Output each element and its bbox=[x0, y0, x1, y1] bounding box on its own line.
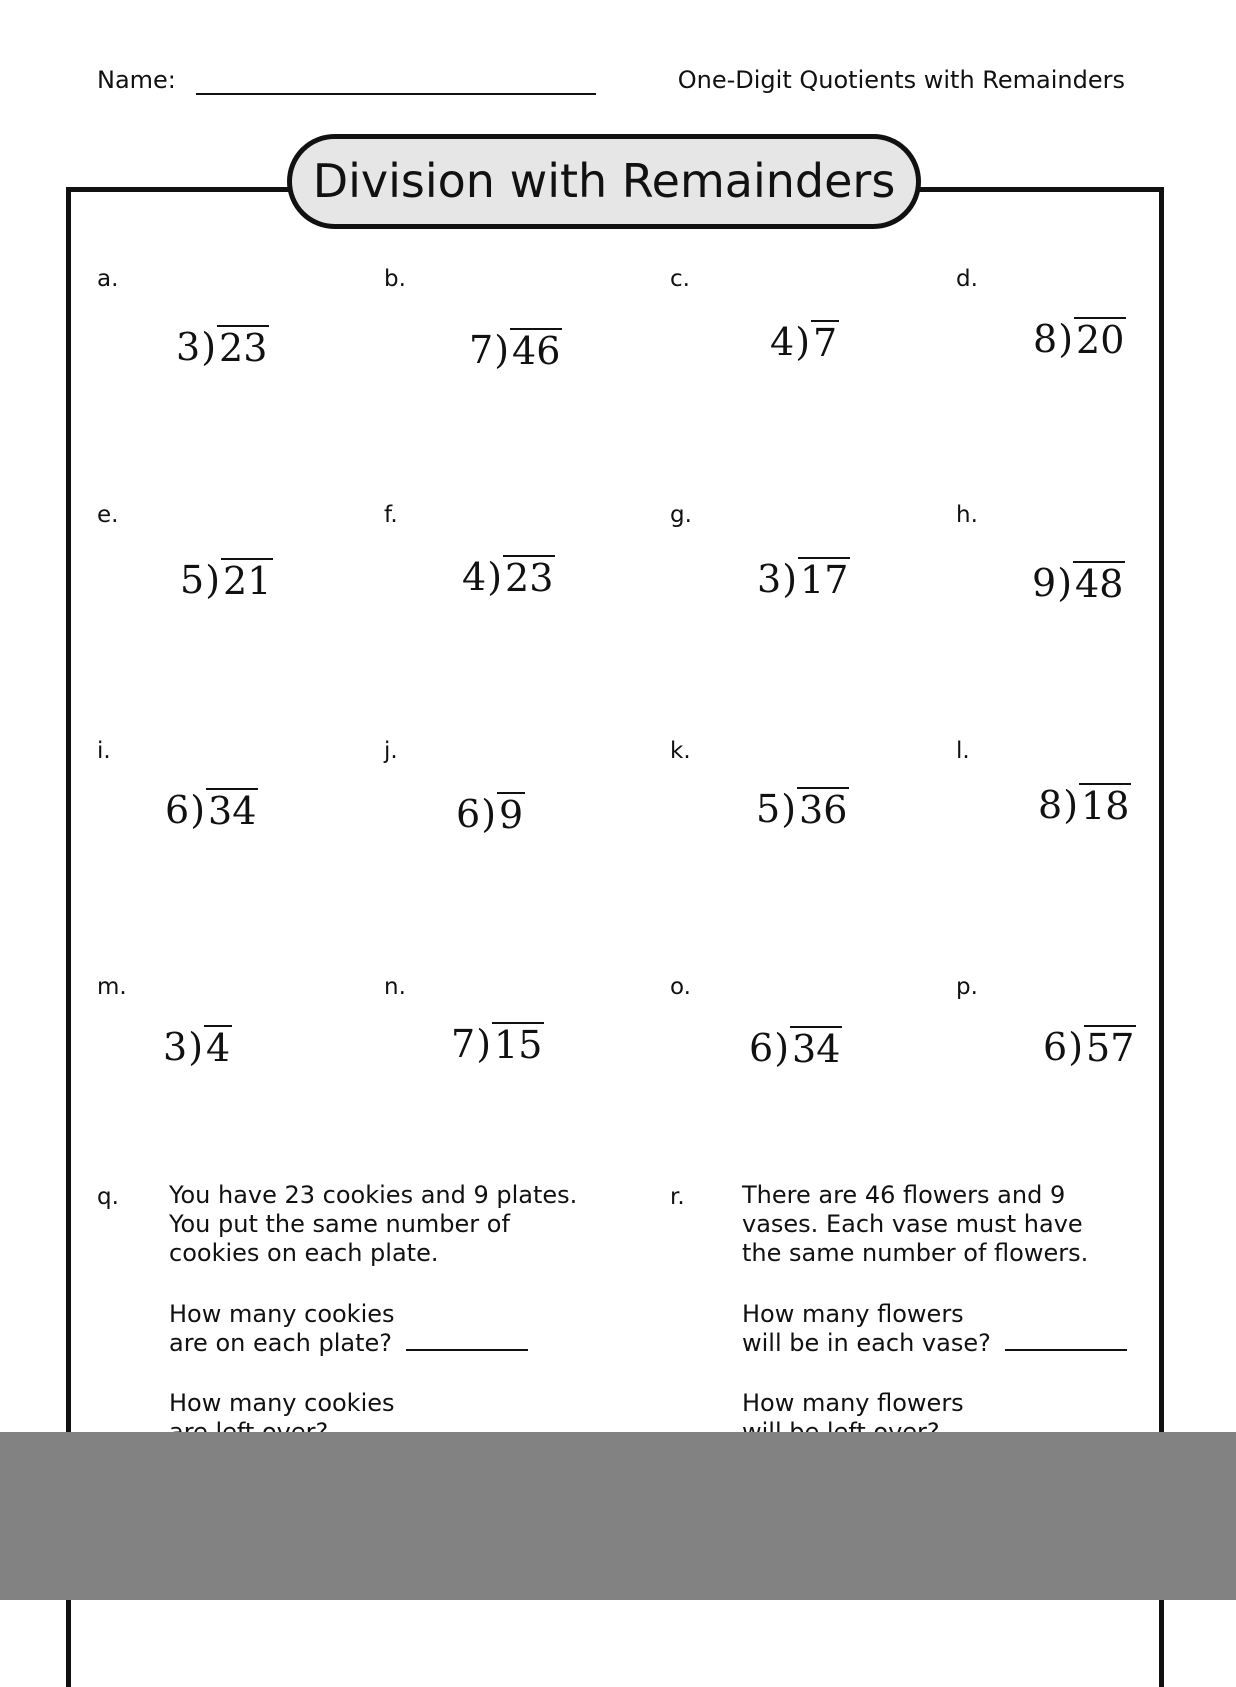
divisor: 7 bbox=[469, 328, 494, 372]
dividend: 18 bbox=[1081, 784, 1130, 828]
division-bracket: ) bbox=[188, 1025, 204, 1069]
division-problem bbox=[1033, 316, 1126, 362]
division-bracket: ) bbox=[782, 557, 798, 601]
divisor: 5 bbox=[180, 558, 205, 602]
text-line: cookies on each plate. bbox=[169, 1239, 439, 1267]
division-bracket: ) bbox=[487, 555, 503, 599]
word-problem-label: r. bbox=[670, 1184, 685, 1210]
divisor: 6 bbox=[456, 792, 481, 836]
division-problem bbox=[176, 324, 269, 370]
name-label: Name: bbox=[97, 66, 176, 94]
dividend: 9 bbox=[499, 793, 524, 837]
divisor: 6 bbox=[165, 788, 190, 832]
dividend: 17 bbox=[800, 558, 849, 602]
dividend: 36 bbox=[799, 788, 848, 832]
dividend: 4 bbox=[206, 1026, 231, 1070]
division-bracket: ) bbox=[1057, 561, 1073, 605]
dividend: 48 bbox=[1075, 562, 1124, 606]
answer-blank[interactable] bbox=[406, 1349, 528, 1351]
problem-label: b. bbox=[384, 266, 406, 292]
divisor: 3 bbox=[176, 325, 201, 369]
question-line: are on each plate? bbox=[169, 1329, 392, 1357]
division-bracket: ) bbox=[795, 320, 811, 364]
division-bracket: ) bbox=[1058, 317, 1074, 361]
divisor: 3 bbox=[163, 1025, 188, 1069]
text-line: There are 46 flowers and 9 bbox=[742, 1181, 1066, 1209]
text-line: You put the same number of bbox=[169, 1210, 510, 1238]
division-problem bbox=[756, 786, 849, 832]
dividend: 20 bbox=[1076, 318, 1125, 362]
problem-label: a. bbox=[97, 266, 119, 292]
text-line: You have 23 cookies and 9 plates. bbox=[169, 1181, 578, 1209]
answer-blank[interactable] bbox=[1005, 1349, 1127, 1351]
divisor: 8 bbox=[1038, 783, 1063, 827]
division-problem bbox=[1043, 1024, 1136, 1070]
problem-label: d. bbox=[956, 266, 978, 292]
problem-label: j. bbox=[384, 738, 398, 764]
dividend: 23 bbox=[219, 326, 268, 370]
division-bracket: ) bbox=[781, 787, 797, 831]
division-bracket: ) bbox=[201, 325, 217, 369]
division-problem bbox=[462, 554, 555, 600]
word-problem-question bbox=[742, 1300, 1127, 1358]
word-problem-text bbox=[169, 1181, 577, 1268]
dividend: 21 bbox=[223, 559, 272, 603]
division-problem bbox=[757, 556, 850, 602]
divisor: 5 bbox=[756, 787, 781, 831]
dividend: 23 bbox=[505, 556, 554, 600]
dividend: 34 bbox=[792, 1027, 841, 1071]
division-bracket: ) bbox=[494, 328, 510, 372]
question-line: How many cookies bbox=[169, 1389, 395, 1417]
problem-label: p. bbox=[956, 974, 978, 1000]
problem-label: c. bbox=[670, 266, 690, 292]
division-bracket: ) bbox=[1063, 783, 1079, 827]
divisor: 4 bbox=[462, 555, 487, 599]
question-line: How many flowers bbox=[742, 1389, 964, 1417]
problem-label: e. bbox=[97, 502, 119, 528]
problem-label: h. bbox=[956, 502, 978, 528]
question-line: will be in each vase? bbox=[742, 1329, 991, 1357]
word-problem-question bbox=[169, 1300, 528, 1358]
word-problem-label: q. bbox=[97, 1184, 119, 1210]
division-problem bbox=[1038, 782, 1131, 828]
dividend: 7 bbox=[813, 321, 838, 365]
division-bracket: ) bbox=[1068, 1025, 1084, 1069]
gray-overlay-bar bbox=[0, 1432, 1236, 1600]
division-bracket: ) bbox=[481, 792, 497, 836]
division-problem bbox=[180, 557, 273, 603]
text-line: the same number of flowers. bbox=[742, 1239, 1089, 1267]
dividend: 46 bbox=[512, 329, 561, 373]
problem-label: o. bbox=[670, 974, 691, 1000]
division-problem bbox=[469, 327, 562, 373]
divisor: 6 bbox=[749, 1026, 774, 1070]
division-problem bbox=[1032, 560, 1125, 606]
division-problem bbox=[456, 791, 525, 837]
question-line: How many flowers bbox=[742, 1300, 964, 1328]
problem-label: m. bbox=[97, 974, 127, 1000]
text-line: vases. Each vase must have bbox=[742, 1210, 1083, 1238]
name-input-line[interactable] bbox=[196, 93, 596, 95]
problem-label: n. bbox=[384, 974, 406, 1000]
divisor: 6 bbox=[1043, 1025, 1068, 1069]
division-bracket: ) bbox=[476, 1022, 492, 1066]
division-problem bbox=[451, 1021, 544, 1067]
division-bracket: ) bbox=[774, 1026, 790, 1070]
word-problem-text bbox=[742, 1181, 1088, 1268]
worksheet-title: Division with Remainders bbox=[287, 134, 921, 229]
division-problem bbox=[165, 787, 258, 833]
divisor: 8 bbox=[1033, 317, 1058, 361]
problem-label: f. bbox=[384, 502, 398, 528]
division-problem bbox=[163, 1024, 232, 1070]
division-problem bbox=[749, 1025, 842, 1071]
problem-label: i. bbox=[97, 738, 111, 764]
dividend: 34 bbox=[208, 789, 257, 833]
divisor: 4 bbox=[770, 320, 795, 364]
division-bracket: ) bbox=[205, 558, 221, 602]
question-line: How many cookies bbox=[169, 1300, 395, 1328]
dividend: 15 bbox=[494, 1023, 543, 1067]
division-problem bbox=[770, 319, 839, 365]
worksheet-subtitle: One-Digit Quotients with Remainders bbox=[677, 66, 1125, 94]
problem-label: g. bbox=[670, 502, 692, 528]
divisor: 3 bbox=[757, 557, 782, 601]
problem-label: k. bbox=[670, 738, 691, 764]
dividend: 57 bbox=[1086, 1026, 1135, 1070]
divisor: 7 bbox=[451, 1022, 476, 1066]
problem-label: l. bbox=[956, 738, 970, 764]
divisor: 9 bbox=[1032, 561, 1057, 605]
division-bracket: ) bbox=[190, 788, 206, 832]
